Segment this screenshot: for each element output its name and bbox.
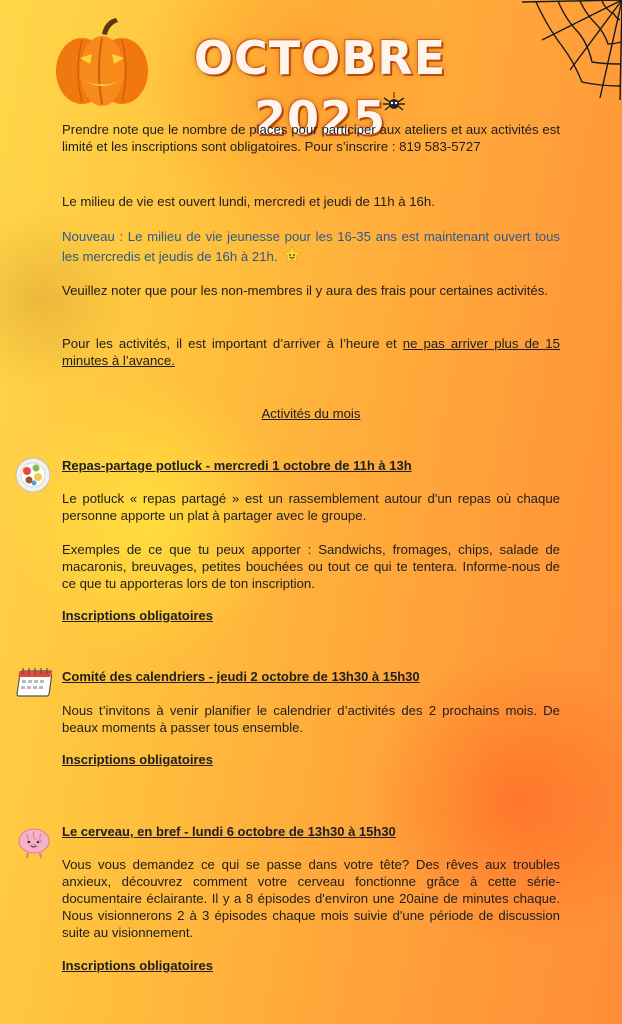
registration-link-calendar-committee[interactable]: Inscriptions obligatoires bbox=[62, 752, 213, 767]
pumpkin-icon bbox=[52, 16, 152, 108]
intro-youth-news-text: Nouveau : Le milieu de vie jeunesse pour les 16-35 ans est maintenant ouvert tous les mercredis et jeudis de 16h à 21h. bbox=[62, 229, 560, 264]
activity-title-potluck: Repas-partage potluck - mercredi 1 octobre de 11h à 13h bbox=[62, 458, 412, 473]
intro-punctuality bbox=[62, 335, 560, 369]
intro-youth-news bbox=[62, 228, 560, 265]
intro-punctuality-text: Pour les activités, il est important d’arriver à l’heure et bbox=[62, 336, 403, 351]
spider-web-icon bbox=[520, 0, 622, 102]
intro-opening-hours: Le milieu de vie est ouvert lundi, mercredi et jeudi de 11h à 16h. bbox=[62, 194, 435, 209]
registration-link-potluck[interactable]: Inscriptions obligatoires bbox=[62, 608, 213, 623]
activity-desc-potluck: Le potluck « repas partagé » est un rassemblement autour d'un repas où chaque personne apporte un plat à partager avec le groupe. bbox=[62, 491, 560, 523]
smiley-star-icon bbox=[282, 245, 302, 265]
page-title: OCTOBRE 2025 bbox=[193, 31, 447, 145]
activity-desc-calendar-committee: Nous t’invitons à venir planifier le calendrier d’activités des 2 prochains mois. De beaux moments à passer tous ensemble. bbox=[62, 703, 560, 735]
intro-punctuality-underlined: ne pas arriver plus de 15 minutes à l’avance. bbox=[62, 336, 560, 368]
activity-examples-potluck: Exemples de ce que tu peux apporter : Sandwichs, fromages, chips, salade de macaronis, breuvages, petites bouchées ou tout ce qui te tentera. Informe-nous de ce que tu apporteras lors de ton inscription. bbox=[62, 542, 560, 591]
section-title-activities: Activités du mois bbox=[261, 406, 361, 421]
activity-title-calendar-committee: Comité des calendriers - jeudi 2 octobre de 13h30 à 15h30 bbox=[62, 669, 420, 684]
registration-link-brain[interactable]: Inscriptions obligatoires bbox=[62, 958, 213, 973]
calendar-icon bbox=[14, 666, 52, 698]
brain-icon bbox=[16, 826, 52, 860]
food-plate-icon bbox=[14, 456, 52, 494]
intro-registration-note: Prendre note que le nombre de places pour participer aux ateliers et aux activités est limité et les inscriptions sont obligatoires. Pour s’inscrire : 819 583-5727 bbox=[62, 122, 560, 154]
activity-title-brain: Le cerveau, en bref - lundi 6 octobre de 13h30 à 15h30 bbox=[62, 824, 396, 839]
intro-non-member-fees: Veuillez noter que pour les non-membres il y aura des frais pour certaines activités. bbox=[62, 283, 548, 298]
activity-desc-brain: Vous vous demandez ce qui se passe dans votre tête? Des rêves aux troubles anxieux, découvrez comment votre cerveau fonctionne grâce à cette série-documentaire éclairante. Il y a 8 épisodes d'environ une 20aine de minutes chaque. Nous visionnerons 2 à 3 épisodes chaque mois suivie d'une période de discussion suite au visionnement. bbox=[62, 857, 560, 940]
